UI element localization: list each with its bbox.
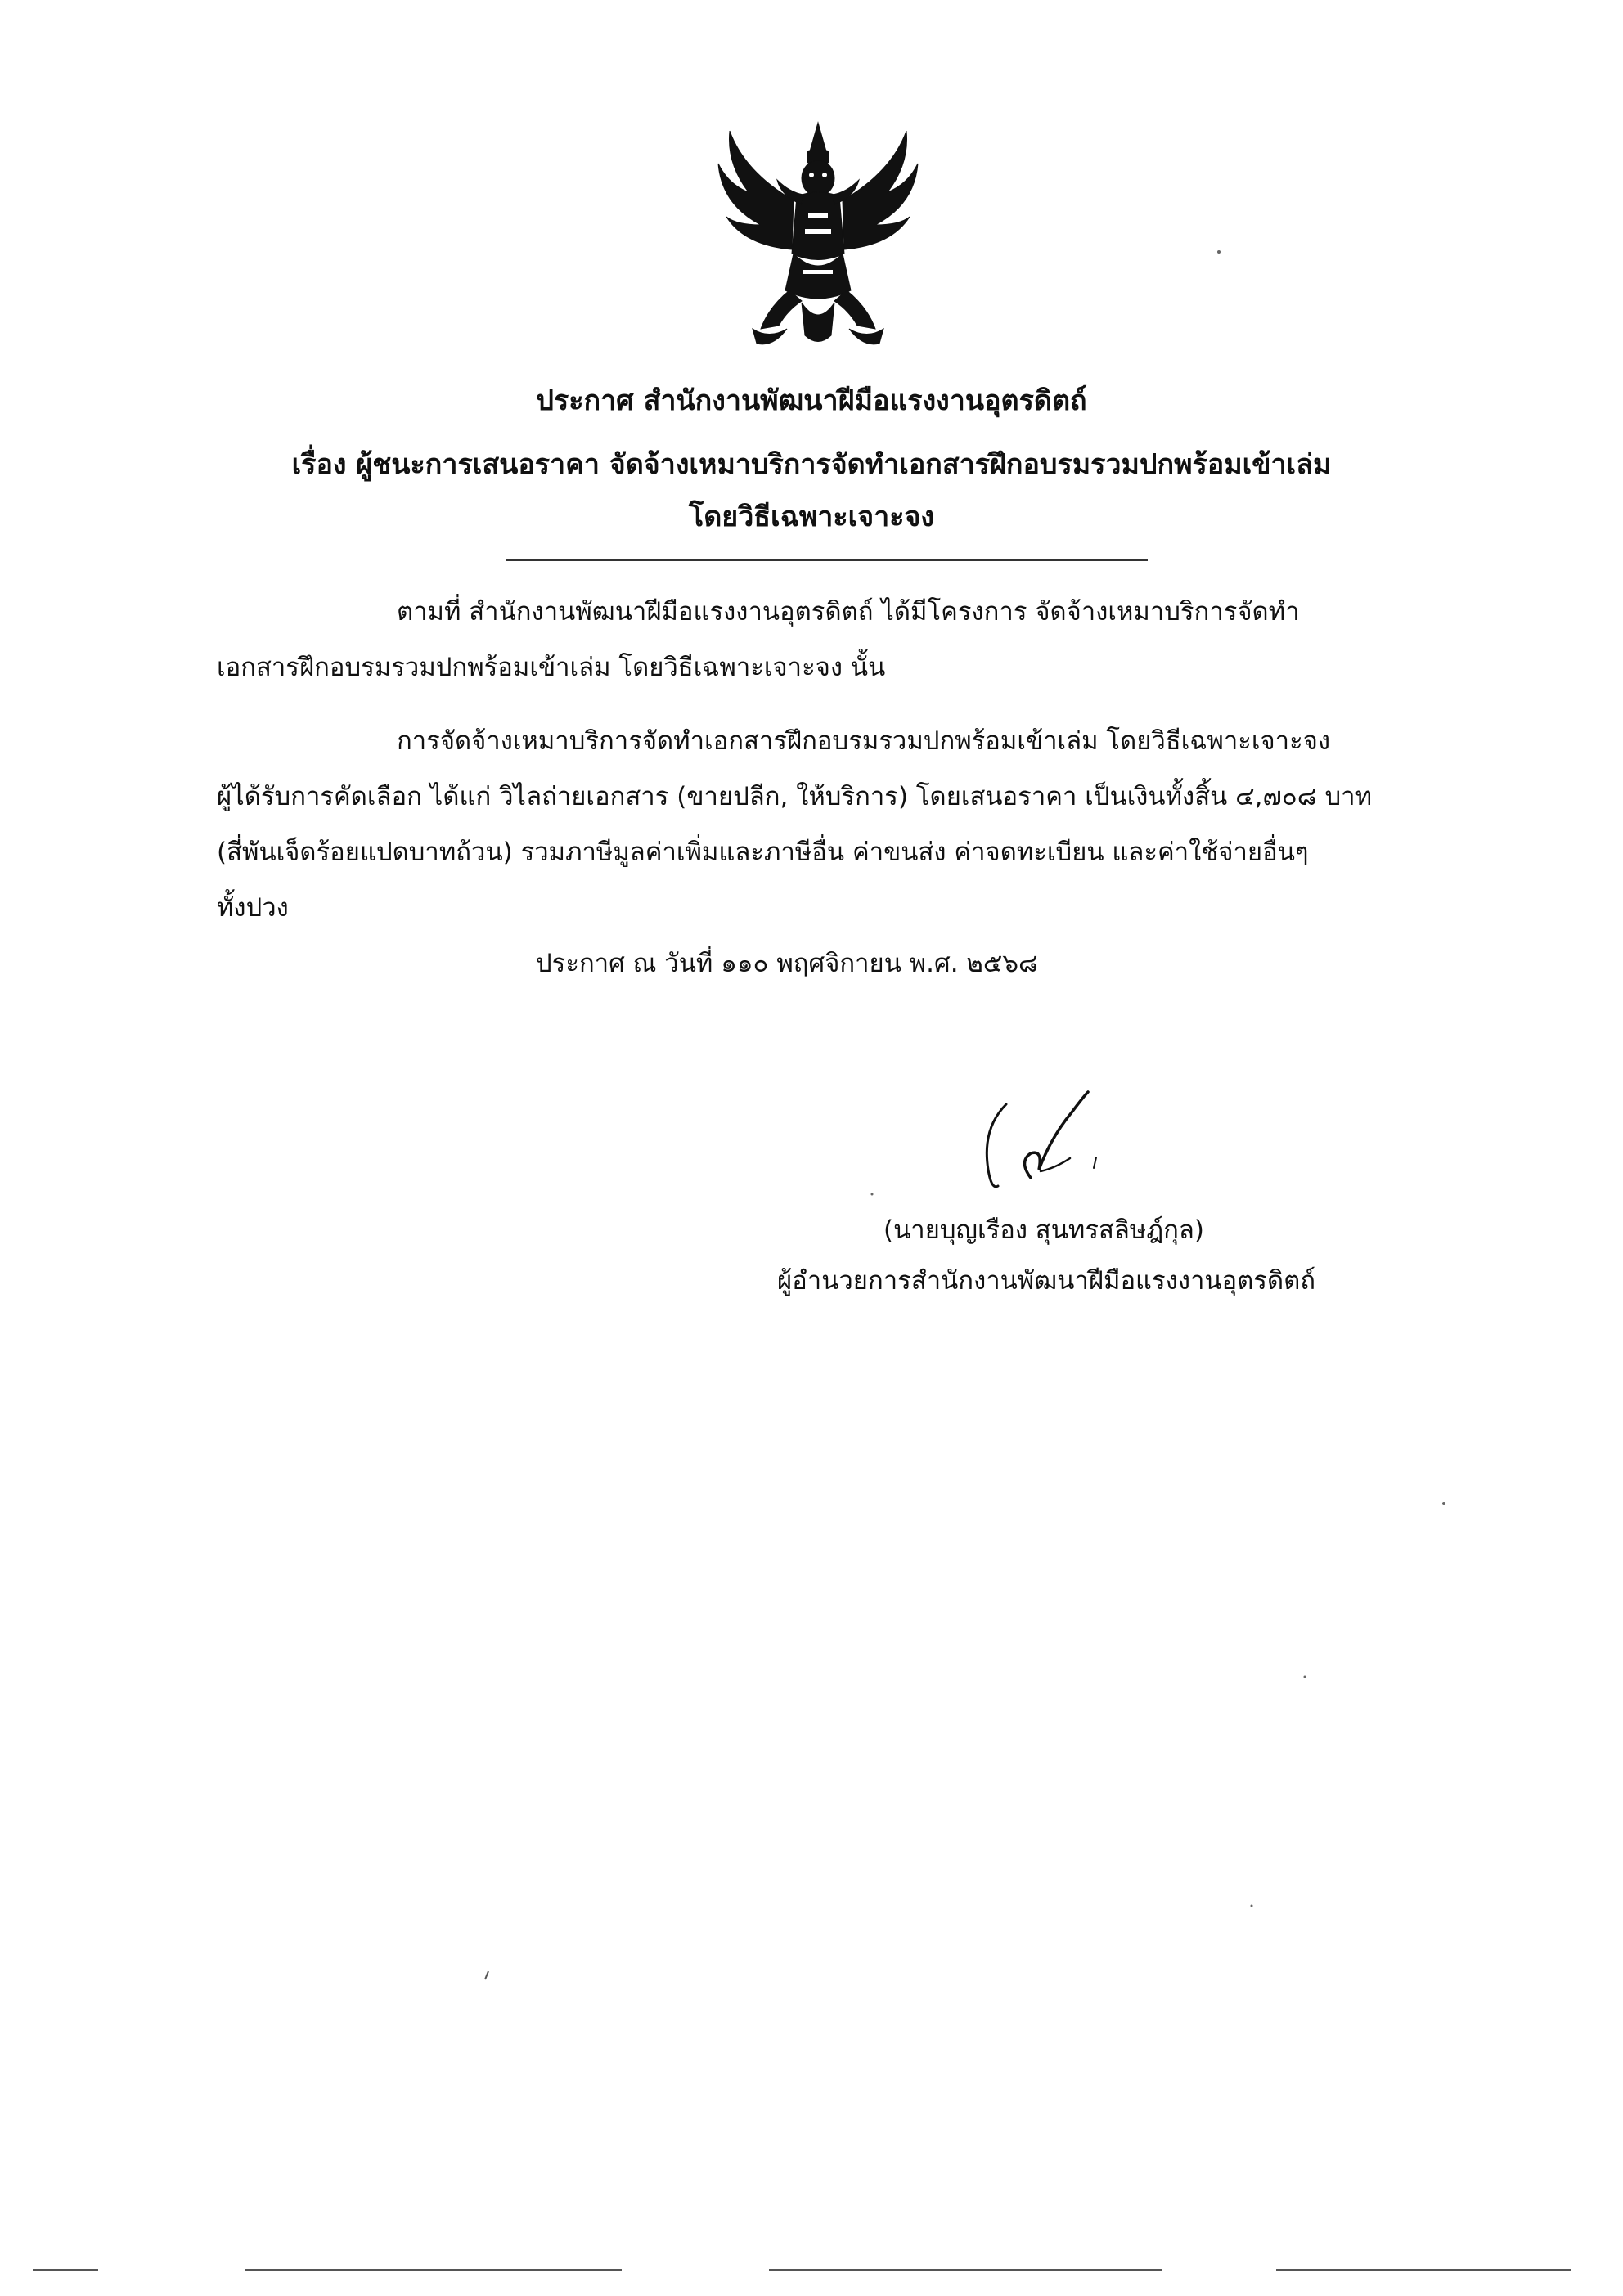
paragraph-1-line-1: ตามที่ สำนักงานพัฒนาฝีมือแรงงานอุตรดิตถ์ ได้มีโครงการ จัดจ้างเหมาบริการจัดทำ — [397, 597, 1300, 627]
scan-bottom-edge — [33, 2266, 1587, 2274]
paragraph-2-line-1: การจัดจ้างเหมาบริการจัดทำเอกสารฝึกอบรมรวมปกพร้อมเข้าเล่ม โดยวิธีเฉพาะเจาะจง — [397, 726, 1331, 756]
announcement-subject: เรื่อง ผู้ชนะการเสนอราคา จัดจ้างเหมาบริการจัดทำเอกสารฝึกอบรมรวมปกพร้อมเข้าเล่ม — [291, 448, 1332, 481]
paragraph-1-line-2: เอกสารฝึกอบรมรวมปกพร้อมเข้าเล่ม โดยวิธีเฉพาะเจาะจง นั้น — [217, 653, 886, 682]
paragraph-2-line-3: (สี่พันเจ็ดร้อยแปดบาทถ้วน) รวมภาษีมูลค่าเพิ่มและภาษีอื่น ค่าขนส่ง ค่าจดทะเบียน และค่าใช้จ่ายอื่นๆ — [217, 838, 1309, 867]
announcement-date: ประกาศ ณ วันที่ ๑๑๐ พฤศจิกายน พ.ศ. ๒๕๖๘ — [536, 949, 1038, 978]
announcement-method: โดยวิธีเฉพาะเจาะจง — [688, 501, 935, 533]
paragraph-2-line-4: ทั้งปวง — [217, 893, 289, 923]
signer-title: ผู้อำนวยการสำนักงานพัฒนาฝีมือแรงงานอุตรดิตถ์ — [777, 1266, 1315, 1296]
announcement-title: ประกาศ สำนักงานพัฒนาฝีมือแรงงานอุตรดิตถ์ — [536, 384, 1087, 417]
signer-name: (นายบุญเรือง สุนทรสลิษฎ์กุล) — [883, 1215, 1205, 1245]
paragraph-2-line-2: ผู้ได้รับการคัดเลือก ได้แก่ วิไลถ่ายเอกสาร (ขายปลีก, ให้บริการ) โดยเสนอราคา เป็นเงินทั้งสิ้น ๔,๗๐๘ บาท — [217, 782, 1372, 811]
